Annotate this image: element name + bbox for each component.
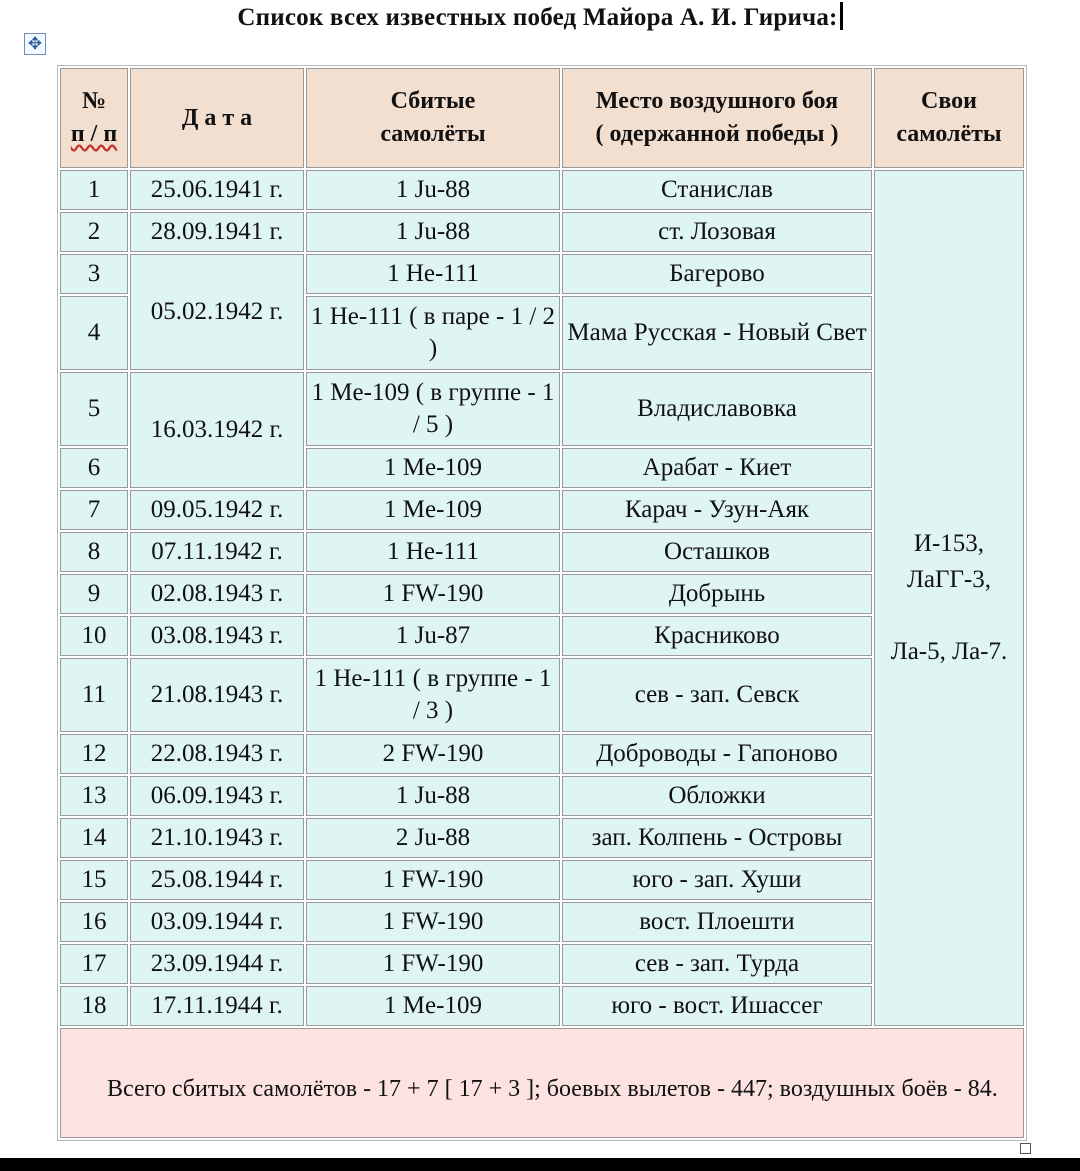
own-aircraft-line1: И-153,: [913, 530, 985, 557]
cell-downed[interactable]: 1 Me-109: [306, 490, 560, 530]
cell-place[interactable]: Арабат - Киет: [562, 448, 872, 488]
own-aircraft-line2: ЛаГГ-3,: [906, 566, 992, 593]
resize-handle-icon[interactable]: [1020, 1143, 1031, 1154]
cell-number[interactable]: 2: [60, 212, 128, 252]
summary-row: [60, 1028, 1024, 1138]
cell-place[interactable]: Мама Русская - Новый Свет: [562, 296, 872, 370]
bottom-bar: [0, 1158, 1080, 1171]
cell-place[interactable]: Станислав: [562, 170, 872, 210]
header-date-label: Д а т а: [181, 104, 253, 131]
cell-place[interactable]: Осташков: [562, 532, 872, 572]
cell-own-aircraft[interactable]: [874, 170, 1024, 1026]
cell-place[interactable]: Добрынь: [562, 574, 872, 614]
cell-place[interactable]: юго - вост. Ишассег: [562, 986, 872, 1026]
header-number-symbol: №: [81, 88, 107, 114]
cell-date[interactable]: 25.06.1941 г.: [130, 170, 304, 210]
cell-downed[interactable]: 1 Me-109: [306, 448, 560, 488]
cell-date[interactable]: 03.08.1943 г.: [130, 616, 304, 656]
cell-place[interactable]: сев - зап. Севск: [562, 658, 872, 732]
cell-date[interactable]: 03.09.1944 г.: [130, 902, 304, 942]
header-row: [60, 68, 1024, 168]
cell-place[interactable]: Владиславовка: [562, 372, 872, 446]
cell-number[interactable]: 3: [60, 254, 128, 294]
cell-number[interactable]: 9: [60, 574, 128, 614]
cell-downed[interactable]: 1 He-111: [306, 532, 560, 572]
cell-place[interactable]: юго - зап. Хуши: [562, 860, 872, 900]
text-cursor: [840, 2, 843, 30]
cell-number[interactable]: 8: [60, 532, 128, 572]
header-downed[interactable]: [306, 68, 560, 168]
header-own-line2: самолёты: [896, 121, 1002, 147]
cell-date[interactable]: 02.08.1943 г.: [130, 574, 304, 614]
cell-number[interactable]: 1: [60, 170, 128, 210]
cell-downed[interactable]: 1 FW-190: [306, 574, 560, 614]
header-own-line1: Свои: [921, 88, 977, 114]
cell-downed[interactable]: 1 FW-190: [306, 860, 560, 900]
cell-downed[interactable]: 1 FW-190: [306, 944, 560, 984]
header-date[interactable]: [130, 68, 304, 168]
cell-date[interactable]: 06.09.1943 г.: [130, 776, 304, 816]
victories-table[interactable]: [58, 66, 1026, 1140]
cell-downed[interactable]: 2 FW-190: [306, 734, 560, 774]
move-arrows-icon[interactable]: ✥: [24, 33, 46, 55]
summary-text: Всего сбитых самолётов - 17 + 7 [ 17 + 3 ]; боевых вылетов - 447; воздушных боёв - 84.: [107, 1076, 998, 1102]
cell-place[interactable]: Обложки: [562, 776, 872, 816]
cell-downed[interactable]: 1 Me-109: [306, 986, 560, 1026]
cell-downed[interactable]: 1 Ju-88: [306, 776, 560, 816]
cell-downed[interactable]: 1 He-111 ( в паре - 1 / 2 ): [306, 296, 560, 370]
cell-date[interactable]: 17.11.1944 г.: [130, 986, 304, 1026]
cell-downed[interactable]: 1 He-111 ( в группе - 1 / 3 ): [306, 658, 560, 732]
title-text: Список всех известных побед Майора А. И. Гирича:: [237, 4, 838, 31]
header-downed-line1: Сбитые: [390, 88, 476, 114]
cell-number[interactable]: 17: [60, 944, 128, 984]
cell-number[interactable]: 11: [60, 658, 128, 732]
own-aircraft-line3: Ла-5, Ла-7.: [890, 638, 1008, 665]
cell-number[interactable]: 12: [60, 734, 128, 774]
cell-downed[interactable]: 1 Me-109 ( в группе - 1 / 5 ): [306, 372, 560, 446]
cell-downed[interactable]: 1 Ju-88: [306, 170, 560, 210]
header-number-abbrev: п / п: [70, 121, 118, 147]
cell-place[interactable]: Багерово: [562, 254, 872, 294]
cell-downed[interactable]: 1 Ju-88: [306, 212, 560, 252]
cell-date[interactable]: 25.08.1944 г.: [130, 860, 304, 900]
document-title: [0, 2, 1080, 32]
cell-date[interactable]: 28.09.1941 г.: [130, 212, 304, 252]
cell-place[interactable]: ст. Лозовая: [562, 212, 872, 252]
cell-number[interactable]: 4: [60, 296, 128, 370]
header-number[interactable]: [60, 68, 128, 168]
header-place-line1: Место воздушного боя: [595, 88, 839, 114]
cell-place[interactable]: Карач - Узун-Аяк: [562, 490, 872, 530]
cell-place[interactable]: вост. Плоешти: [562, 902, 872, 942]
cell-number[interactable]: 14: [60, 818, 128, 858]
table-row: [60, 170, 1024, 210]
summary-cell[interactable]: [60, 1028, 1024, 1138]
cell-downed[interactable]: 1 FW-190: [306, 902, 560, 942]
header-downed-line2: самолёты: [380, 121, 486, 147]
cell-date[interactable]: 05.02.1942 г.: [130, 254, 304, 370]
cell-place[interactable]: Красниково: [562, 616, 872, 656]
cell-number[interactable]: 16: [60, 902, 128, 942]
cell-date[interactable]: 07.11.1942 г.: [130, 532, 304, 572]
header-place-line2: ( одержанной победы ): [595, 121, 839, 147]
victories-table-container: [58, 66, 1020, 1140]
cell-number[interactable]: 5: [60, 372, 128, 446]
cell-place[interactable]: сев - зап. Турда: [562, 944, 872, 984]
header-place[interactable]: [562, 68, 872, 168]
cell-number[interactable]: 6: [60, 448, 128, 488]
cell-place[interactable]: зап. Колпень - Островы: [562, 818, 872, 858]
cell-number[interactable]: 10: [60, 616, 128, 656]
cell-date[interactable]: 21.10.1943 г.: [130, 818, 304, 858]
cell-number[interactable]: 18: [60, 986, 128, 1026]
cell-date[interactable]: 16.03.1942 г.: [130, 372, 304, 488]
header-own-aircraft[interactable]: [874, 68, 1024, 168]
cell-downed[interactable]: 2 Ju-88: [306, 818, 560, 858]
cell-date[interactable]: 21.08.1943 г.: [130, 658, 304, 732]
cell-number[interactable]: 15: [60, 860, 128, 900]
cell-date[interactable]: 23.09.1944 г.: [130, 944, 304, 984]
cell-number[interactable]: 7: [60, 490, 128, 530]
cell-date[interactable]: 09.05.1942 г.: [130, 490, 304, 530]
cell-downed[interactable]: 1 He-111: [306, 254, 560, 294]
cell-place[interactable]: Доброводы - Гапоново: [562, 734, 872, 774]
cell-date[interactable]: 22.08.1943 г.: [130, 734, 304, 774]
cell-downed[interactable]: 1 Ju-87: [306, 616, 560, 656]
cell-number[interactable]: 13: [60, 776, 128, 816]
